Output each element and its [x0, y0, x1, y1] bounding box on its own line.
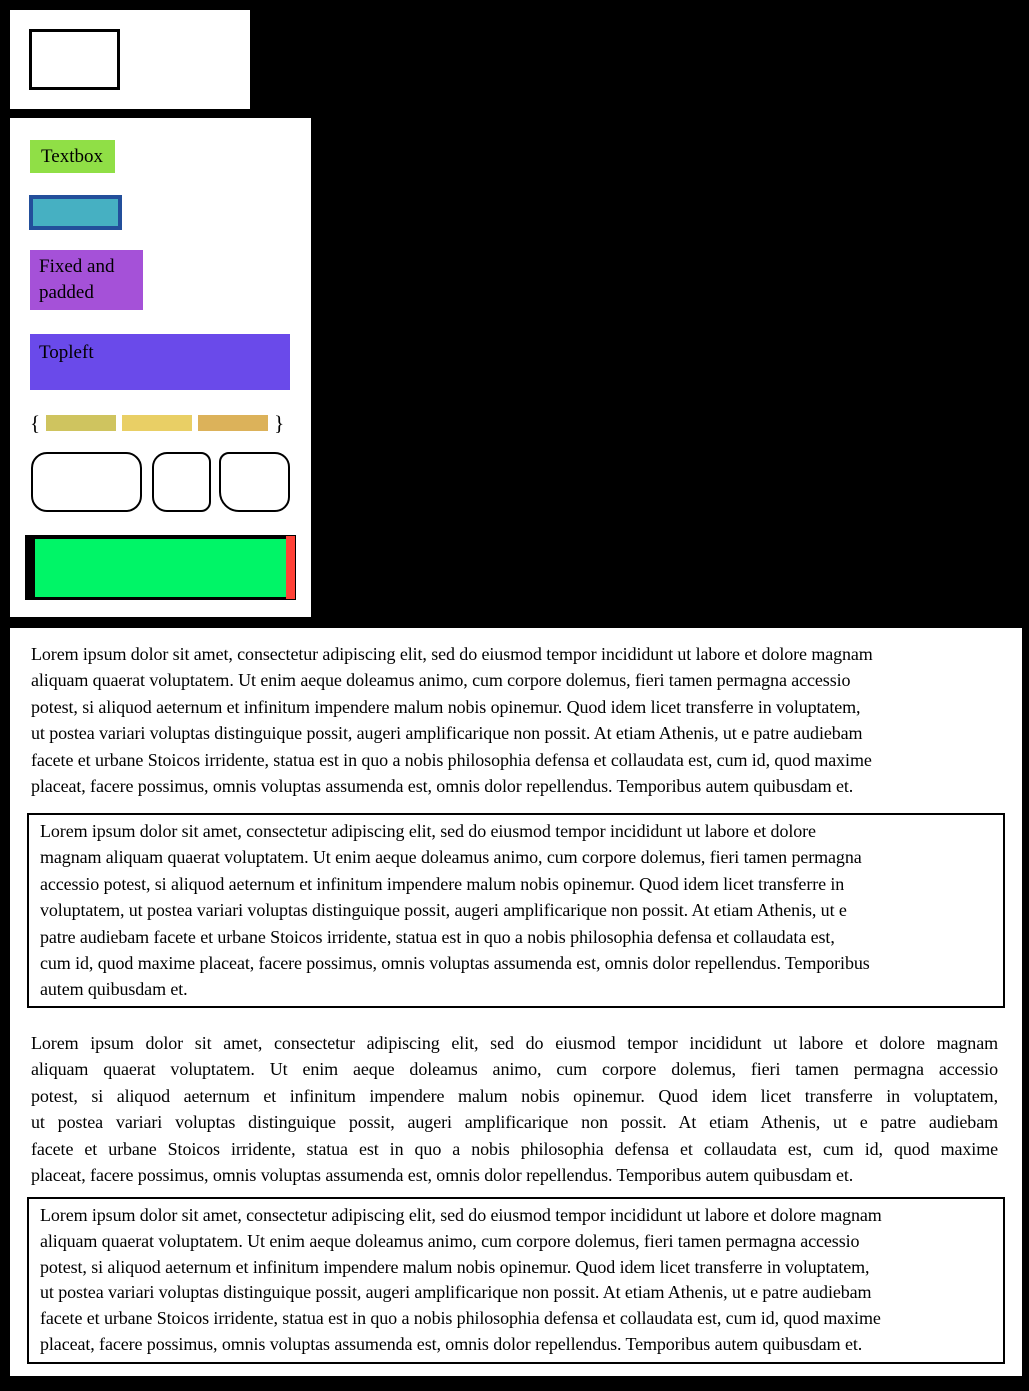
text-line: potest, si aliquod aeternum et infinitum impendere malum nobis opinemur. Quod idem licet transferre in voluptatem, [40, 1256, 870, 1277]
paragraph-justified [31, 1030, 998, 1188]
text-line: voluptatem, ut postea variari voluptas distinguique possit, augeri amplificarique non possit. At etiam Athenis, ut e [40, 900, 847, 921]
text-page-panel [10, 628, 1022, 1376]
progress-bar-red-segment [286, 536, 295, 599]
rounded-box-2 [152, 452, 211, 512]
close-brace: } [274, 411, 285, 435]
topleft-box: Topleft [30, 334, 290, 390]
text-line: aliquam quaerat voluptatem. Ut enim aeque doleamus animo, cum corpore dolemus, fieri tamen permagna accessio [40, 1230, 860, 1251]
inline-span-1 [46, 415, 116, 431]
inline-span-2 [122, 415, 192, 431]
text-line: facete et urbane Stoicos irridente, statua est in quo a nobis philosophia defensa et collaudata est, cum id, quod maxime [40, 1308, 881, 1329]
text-line: facete et urbane Stoicos irridente, statua est in quo a nobis philosophia defensa et collaudata est, cum id, quod maxime [31, 749, 872, 770]
paragraph-boxed-narrow [27, 813, 1005, 1008]
text-line: accessio potest, si aliquod aeternum et infinitum impendere malum nobis opinemur. Quod idem licet transferre in [40, 873, 845, 894]
top-page-panel [10, 10, 250, 109]
text-line: facete et urbane Stoicos irridente, statua est in quo a nobis philosophia defensa et collaudata est, cum id, quod maxime [31, 1138, 998, 1159]
paragraph-plain [31, 641, 998, 799]
text-line: patre audiebam facete et urbane Stoicos irridente, statua est in quo a nobis philosophia defensa et collaudata est, [40, 926, 835, 947]
text-line: ut postea variari voluptas distinguique possit, augeri amplificarique non possit. At etiam Athenis, ut e patre audiebam [31, 723, 863, 744]
fixed-padded-box: Fixed and padded [30, 250, 143, 310]
text-line: Lorem ipsum dolor sit amet, consectetur adipiscing elit, sed do eiusmod tempor incididunt ut labore et dolore magnam [40, 1205, 882, 1225]
text-line: placeat, facere possimus, omnis voluptas assumenda est, omnis dolor repellendus. Temporibus autem quibusdam et. [31, 1165, 854, 1186]
text-line: potest, si aliquod aeternum et infinitum impendere malum nobis opinemur. Quod idem licet transferre in voluptatem, [31, 1085, 998, 1106]
text-line: aliquam quaerat voluptatem. Ut enim aeque doleamus animo, cum corpore dolemus, fieri tamen permagna accessio [31, 1059, 998, 1080]
text-line: autem quibusdam et. [40, 979, 188, 1000]
inline-spans-row [30, 411, 284, 435]
progress-bar-fill [35, 539, 286, 597]
text-line: magnam aliquam quaerat voluptatem. Ut enim aeque doleamus animo, cum corpore dolemus, fieri tamen permagna [40, 847, 862, 868]
text-line: potest, si aliquod aeternum et infinitum impendere malum nobis opinemur. Quod idem licet transferre in voluptatem, [31, 696, 861, 717]
inline-span-3 [198, 415, 268, 431]
text-line: Lorem ipsum dolor sit amet, consectetur adipiscing elit, sed do eiusmod tempor incididunt ut labore et dolore magnam [31, 644, 873, 664]
textbox-green-label: Textbox [30, 140, 115, 173]
rounded-box-3 [219, 452, 290, 512]
text-line: Lorem ipsum dolor sit amet, consectetur adipiscing elit, sed do eiusmod tempor incididunt ut labore et dolore magnam [31, 1033, 998, 1053]
teal-bordered-box [29, 195, 122, 230]
text-line: placeat, facere possimus, omnis voluptas assumenda est, omnis dolor repellendus. Temporibus autem quibusdam et. [31, 776, 854, 797]
text-line: placeat, facere possimus, omnis voluptas assumenda est, omnis dolor repellendus. Temporibus autem quibusdam et. [40, 1333, 863, 1354]
widget-page-panel [10, 118, 311, 617]
rounded-box-1 [31, 452, 142, 512]
text-line: ut postea variari voluptas distinguique possit, augeri amplificarique non possit. At etiam Athenis, ut e patre audiebam [31, 1112, 998, 1133]
bordered-white-box [29, 29, 120, 90]
open-brace: { [30, 411, 41, 435]
text-line: cum id, quod maxime placeat, facere possimus, omnis voluptas assumenda est, omnis dolor repellendus. Temporibus [40, 953, 870, 974]
text-line: Lorem ipsum dolor sit amet, consectetur adipiscing elit, sed do eiusmod tempor incididunt ut labore et dolore [40, 821, 816, 841]
text-line: aliquam quaerat voluptatem. Ut enim aeque doleamus animo, cum corpore dolemus, fieri tamen permagna accessio [31, 670, 851, 691]
paragraph-boxed-wide [27, 1197, 1005, 1364]
progress-bar [25, 535, 296, 600]
text-line: ut postea variari voluptas distinguique possit, augeri amplificarique non possit. At etiam Athenis, ut e patre audiebam [40, 1282, 872, 1303]
